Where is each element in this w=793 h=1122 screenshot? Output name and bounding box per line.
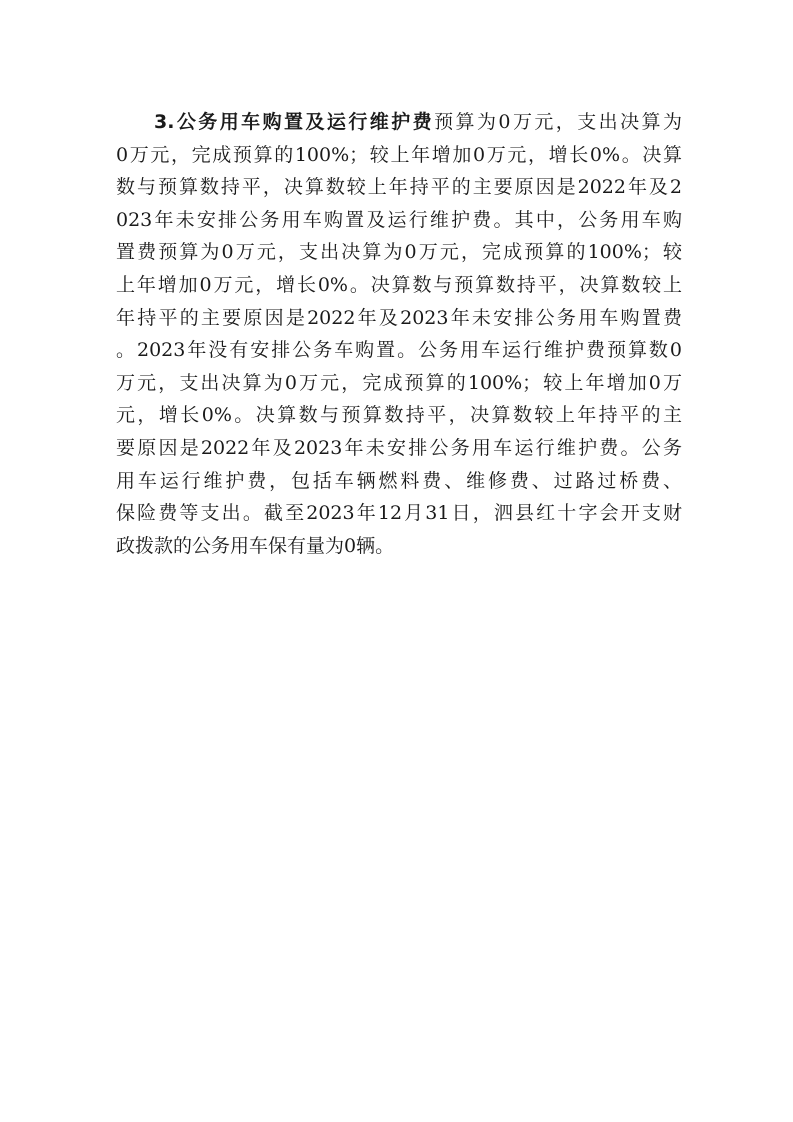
paragraph-line [116,106,682,139]
paragraph-line: 保险费等支出。截至2023年12月31日，泗县红十字会开支财 [116,502,682,525]
paragraph-line: 置费预算为0万元，支出决算为0万元，完成预算的100%；较 [116,241,682,264]
paragraph-line: 要原因是2022年及2023年未安排公务用车运行维护费。公务 [116,436,682,459]
paragraph-line: 数与预算数持平，决算数较上年持平的主要原因是2022年及2 [116,176,682,199]
paragraph-line: 023年未安排公务用车购置及运行维护费。其中，公务用车购 [116,208,682,231]
paragraph-line: 。2023年没有安排公务车购置。公务用车运行维护费预算数0 [116,339,682,362]
paragraph-line: 用车运行维护费，包括车辆燃料费、维修费、过路过桥费、 [116,469,682,492]
section-heading: 3.公务用车购置及运行维护费 [154,111,435,133]
paragraph-line: 年持平的主要原因是2022年及2023年未安排公务用车购置费 [116,306,682,329]
paragraph-line: 万元，支出决算为0万元，完成预算的100%；较上年增加0万 [116,371,682,394]
paragraph-line: 元，增长0%。决算数与预算数持平，决算数较上年持平的主 [116,404,682,427]
paragraph-line: 上年增加0万元，增长0%。决算数与预算数持平，决算数较上 [116,273,682,296]
paragraph-text: 预算为0万元，支出决算为 [434,111,682,133]
paragraph-line: 0万元，完成预算的100%；较上年增加0万元，增长0%。决算 [116,143,682,166]
document-body [116,106,682,562]
paragraph-line: 政拨款的公务用车保有量为0辆。 [116,534,395,557]
